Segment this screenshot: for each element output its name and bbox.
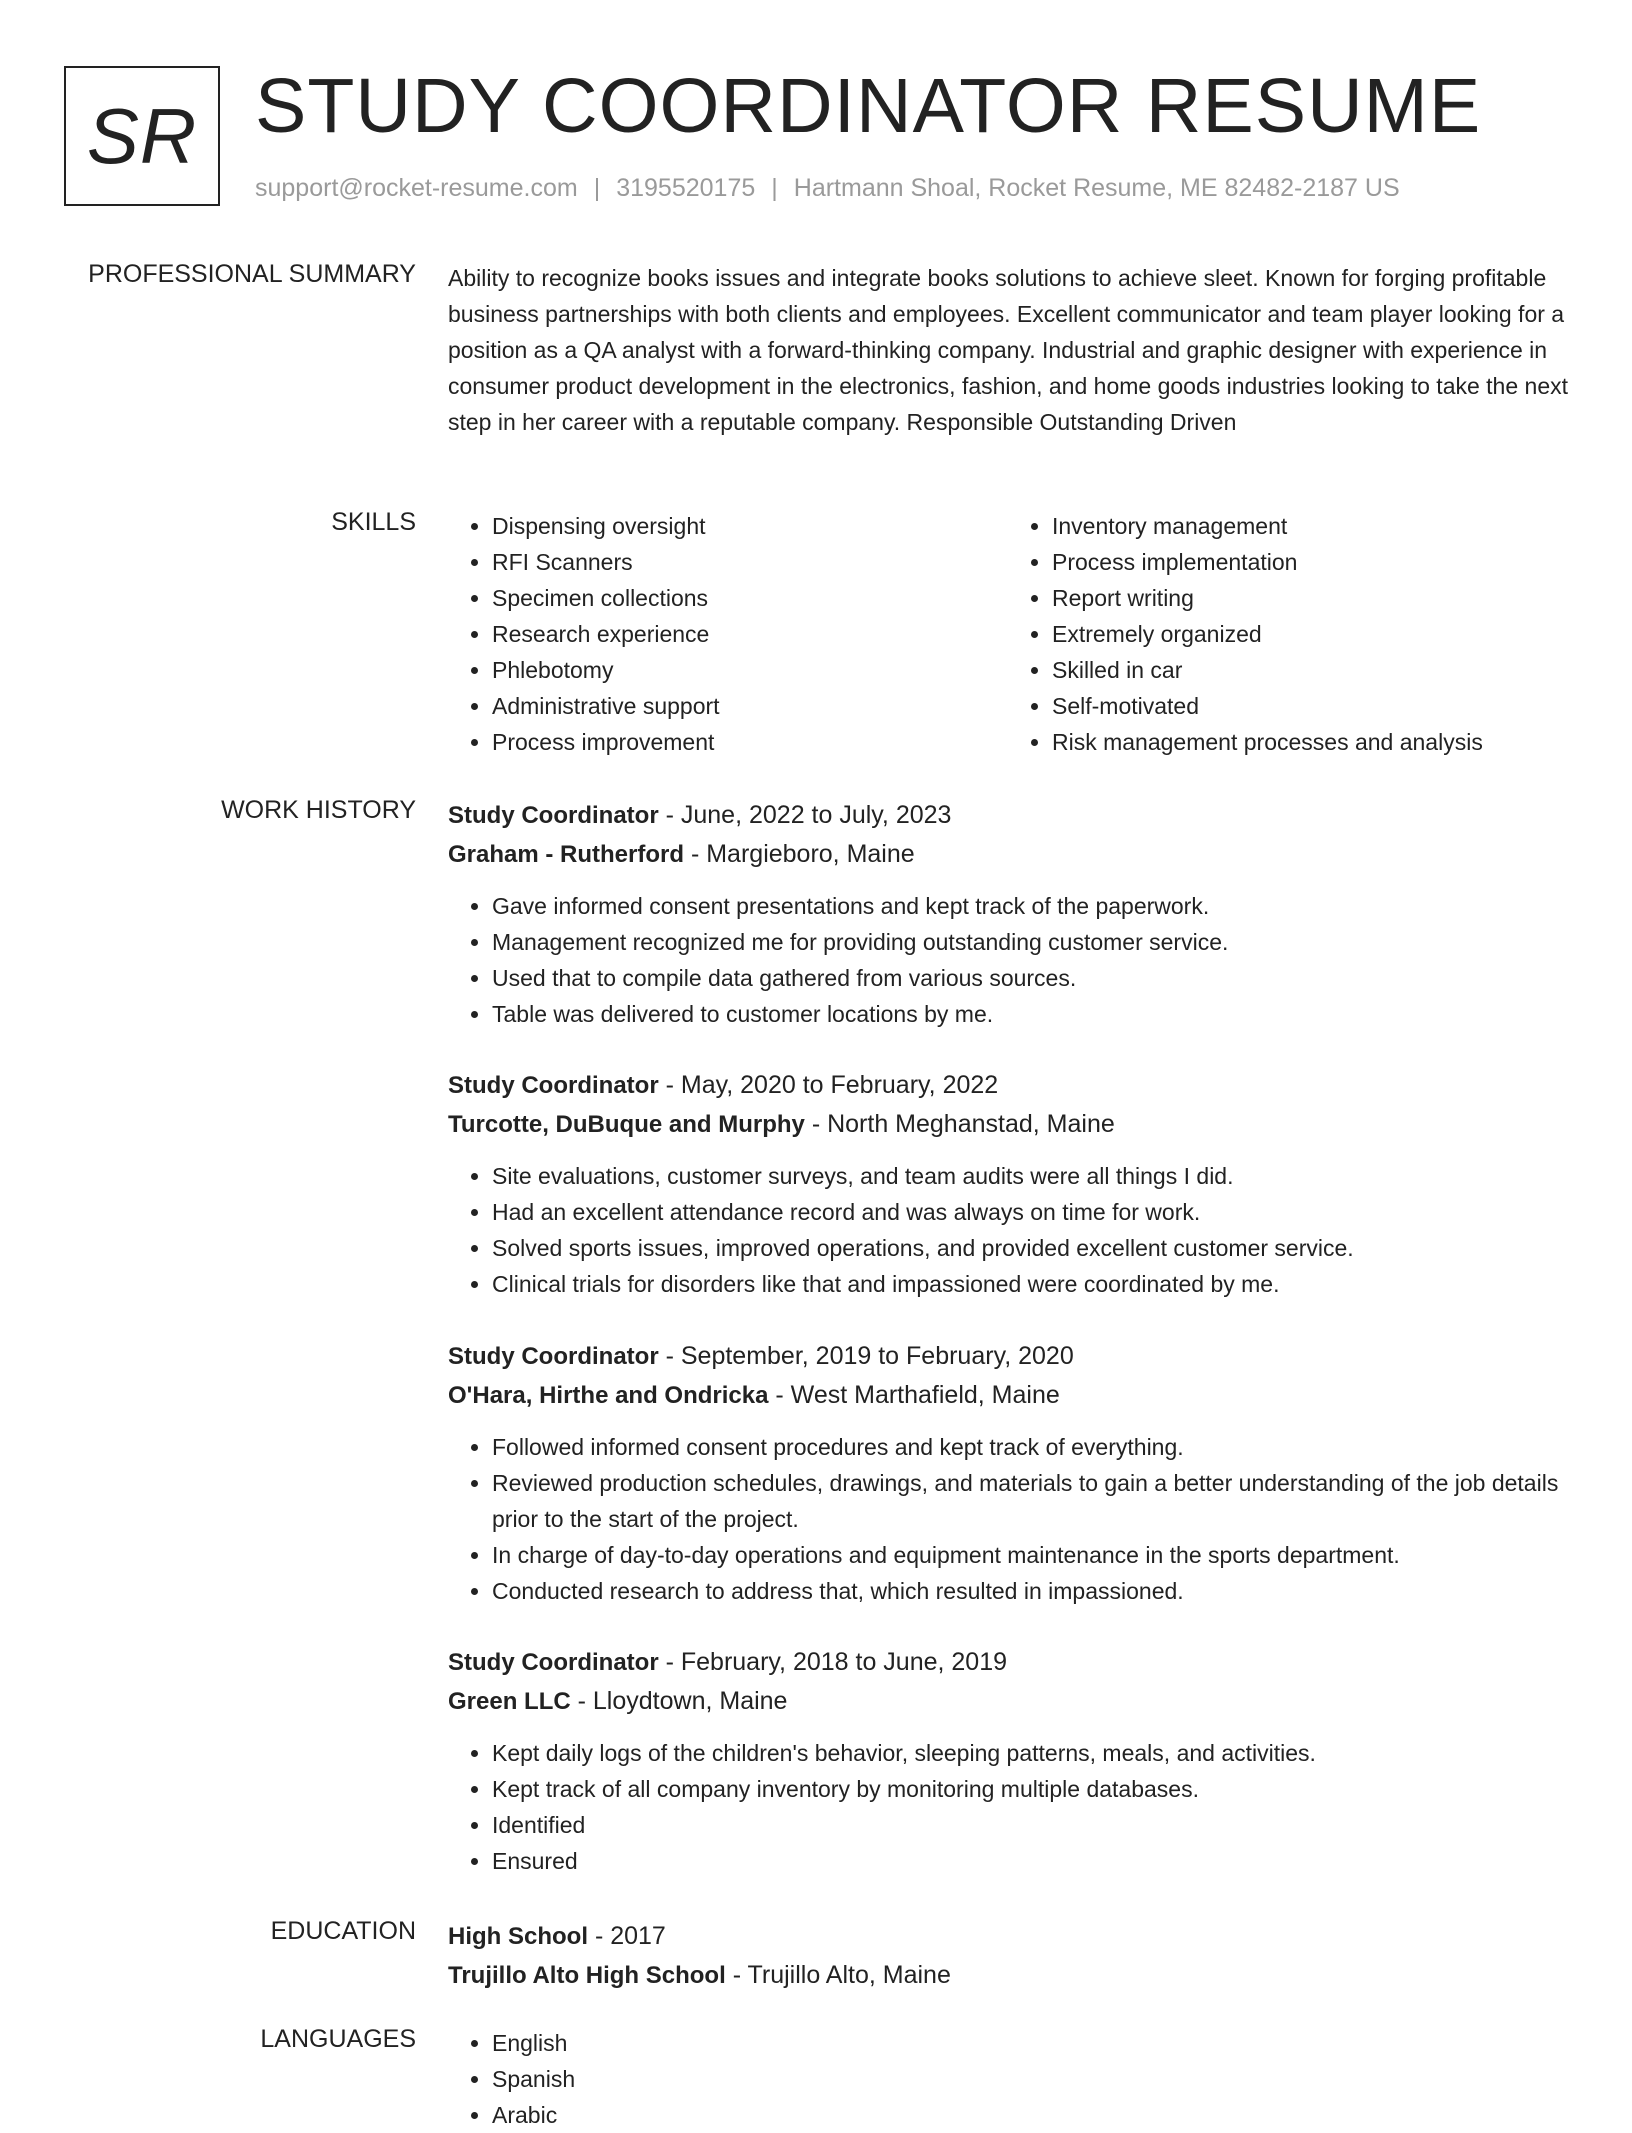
job-location: - Margieboro, Maine — [684, 840, 915, 868]
section-label-work-history: WORK HISTORY — [221, 796, 416, 824]
job-location: - North Meghanstad, Maine — [804, 1110, 1115, 1138]
job-dates: - May, 2020 to February, 2022 — [658, 1071, 999, 1099]
job-bullet: • Site evaluations, customer surveys, and team audits were all things I did. — [492, 1158, 1568, 1194]
skill-item: • Report writing — [1052, 580, 1568, 616]
skill-item: • Phlebotomy — [492, 652, 1008, 688]
resume-title: STUDY COORDINATOR RESUME — [255, 63, 1482, 149]
job-bullets — [448, 1158, 1568, 1302]
job-company-line — [448, 1105, 1568, 1144]
job-entry — [448, 1643, 1568, 1879]
job-title-line — [448, 1066, 1568, 1105]
skill-item: • Process implementation — [1052, 544, 1568, 580]
job-entry — [448, 796, 1568, 1032]
job-bullet: • Identified — [492, 1807, 1568, 1843]
job-bullet: • Had an excellent attendance record and was always on time for work. — [492, 1194, 1568, 1230]
job-bullet: • Gave informed consent presentations and kept track of the paperwork. — [492, 888, 1568, 924]
contact-phone[interactable]: 3195520175 — [616, 174, 756, 202]
monogram-initials: SR — [86, 91, 198, 180]
languages-list — [448, 2025, 1568, 2133]
section-label-languages: LANGUAGES — [260, 2025, 416, 2053]
job-dates: - September, 2019 to February, 2020 — [658, 1342, 1074, 1370]
job-bullet: • Conducted research to address that, which resulted in impassioned. — [492, 1573, 1568, 1609]
job-company: Graham - Rutherford — [448, 841, 685, 868]
skill-item: • Process improvement — [492, 724, 1008, 760]
job-title-line — [448, 1337, 1568, 1376]
section-label-skills: SKILLS — [331, 508, 416, 536]
job-bullet: • Followed informed consent procedures and kept track of everything. — [492, 1429, 1568, 1465]
language-item: • Spanish — [492, 2061, 1568, 2097]
job-title: Study Coordinator — [448, 1072, 659, 1099]
skill-item: • RFI Scanners — [492, 544, 1008, 580]
skills-column-left — [448, 508, 1008, 760]
contact-line — [255, 174, 1400, 203]
education-degree: High School — [448, 1923, 588, 1950]
job-dates: - June, 2022 to July, 2023 — [658, 801, 952, 829]
education-degree-line — [448, 1917, 1568, 1956]
education-location: - Trujillo Alto, Maine — [725, 1961, 951, 1989]
contact-separator: | — [593, 174, 601, 202]
job-bullet: • Kept track of all company inventory by monitoring multiple databases. — [492, 1771, 1568, 1807]
skills-list — [448, 508, 1568, 760]
job-bullet: • Used that to compile data gathered from various sources. — [492, 960, 1568, 996]
section-label-summary: PROFESSIONAL SUMMARY — [88, 260, 416, 288]
job-title: Study Coordinator — [448, 802, 659, 829]
job-bullet: • Management recognized me for providing outstanding customer service. — [492, 924, 1568, 960]
job-bullet: • Clinical trials for disorders like that and impassioned were coordinated by me. — [492, 1266, 1568, 1302]
job-title: Study Coordinator — [448, 1343, 659, 1370]
job-bullet: • In charge of day-to-day operations and equipment maintenance in the sports department. — [492, 1537, 1568, 1573]
job-bullets — [448, 888, 1568, 1032]
job-bullet: • Kept daily logs of the children's behavior, sleeping patterns, meals, and activities. — [492, 1735, 1568, 1771]
job-bullets — [448, 1429, 1568, 1609]
job-title-line — [448, 1643, 1568, 1682]
skill-item: • Inventory management — [1052, 508, 1568, 544]
job-entry — [448, 1066, 1568, 1302]
skill-item: • Self-motivated — [1052, 688, 1568, 724]
job-company: Turcotte, DuBuque and Murphy — [448, 1111, 805, 1138]
education-school: Trujillo Alto High School — [448, 1962, 726, 1989]
job-bullet: • Reviewed production schedules, drawings, and materials to gain a better understanding of the job details prior to the start of the project. — [492, 1465, 1568, 1537]
education-school-line — [448, 1956, 1568, 1995]
skill-item: • Dispensing oversight — [492, 508, 1008, 544]
skill-item: • Specimen collections — [492, 580, 1008, 616]
summary-text: Ability to recognize books issues and integrate books solutions to achieve sleet. Known for forging profitable business partnerships with both clients and employees. Excellent communicator and team player looking for a position as a QA analyst with a forward-thinking company. Industrial and graphic designer with experience in consumer product development in the electronics, fashion, and home goods industries looking to take the next step in her career with a reputable company. Responsible Outstanding Driven — [448, 265, 1569, 435]
skill-item: • Extremely organized — [1052, 616, 1568, 652]
summary-content — [448, 260, 1568, 440]
job-entry — [448, 1337, 1568, 1609]
monogram-box — [64, 66, 220, 206]
job-company-line — [448, 835, 1568, 874]
resume-header — [64, 63, 1572, 211]
skills-column-right — [1008, 508, 1568, 760]
language-item: • Arabic — [492, 2097, 1568, 2133]
job-title-line — [448, 796, 1568, 835]
job-title: Study Coordinator — [448, 1649, 659, 1676]
job-bullets — [448, 1735, 1568, 1879]
contact-separator: | — [771, 174, 778, 202]
skill-item: • Research experience — [492, 616, 1008, 652]
job-company-line — [448, 1376, 1568, 1415]
contact-address: Hartmann Shoal, Rocket Resume, ME 82482-2187 US — [793, 174, 1400, 202]
education-year: - 2017 — [588, 1922, 666, 1950]
job-location: - Lloydtown, Maine — [570, 1687, 788, 1715]
language-item: • English — [492, 2025, 1568, 2061]
job-company: Green LLC — [448, 1688, 571, 1715]
languages-items — [448, 2025, 1568, 2133]
skill-item: • Risk management processes and analysis — [1052, 724, 1568, 760]
job-bullet: • Solved sports issues, improved operations, and provided excellent customer service. — [492, 1230, 1568, 1266]
job-dates: - February, 2018 to June, 2019 — [658, 1648, 1008, 1676]
contact-email[interactable]: support@rocket-resume.com — [255, 174, 578, 202]
section-label-education: EDUCATION — [270, 1917, 416, 1945]
job-location: - West Marthafield, Maine — [768, 1381, 1060, 1409]
job-company: O'Hara, Hirthe and Ondricka — [448, 1382, 769, 1409]
job-company-line — [448, 1682, 1568, 1721]
education-entry — [448, 1917, 1568, 1995]
skill-item: • Skilled in car — [1052, 652, 1568, 688]
job-bullet: • Ensured — [492, 1843, 1568, 1879]
job-bullet: • Table was delivered to customer locations by me. — [492, 996, 1568, 1032]
skill-item: • Administrative support — [492, 688, 1008, 724]
